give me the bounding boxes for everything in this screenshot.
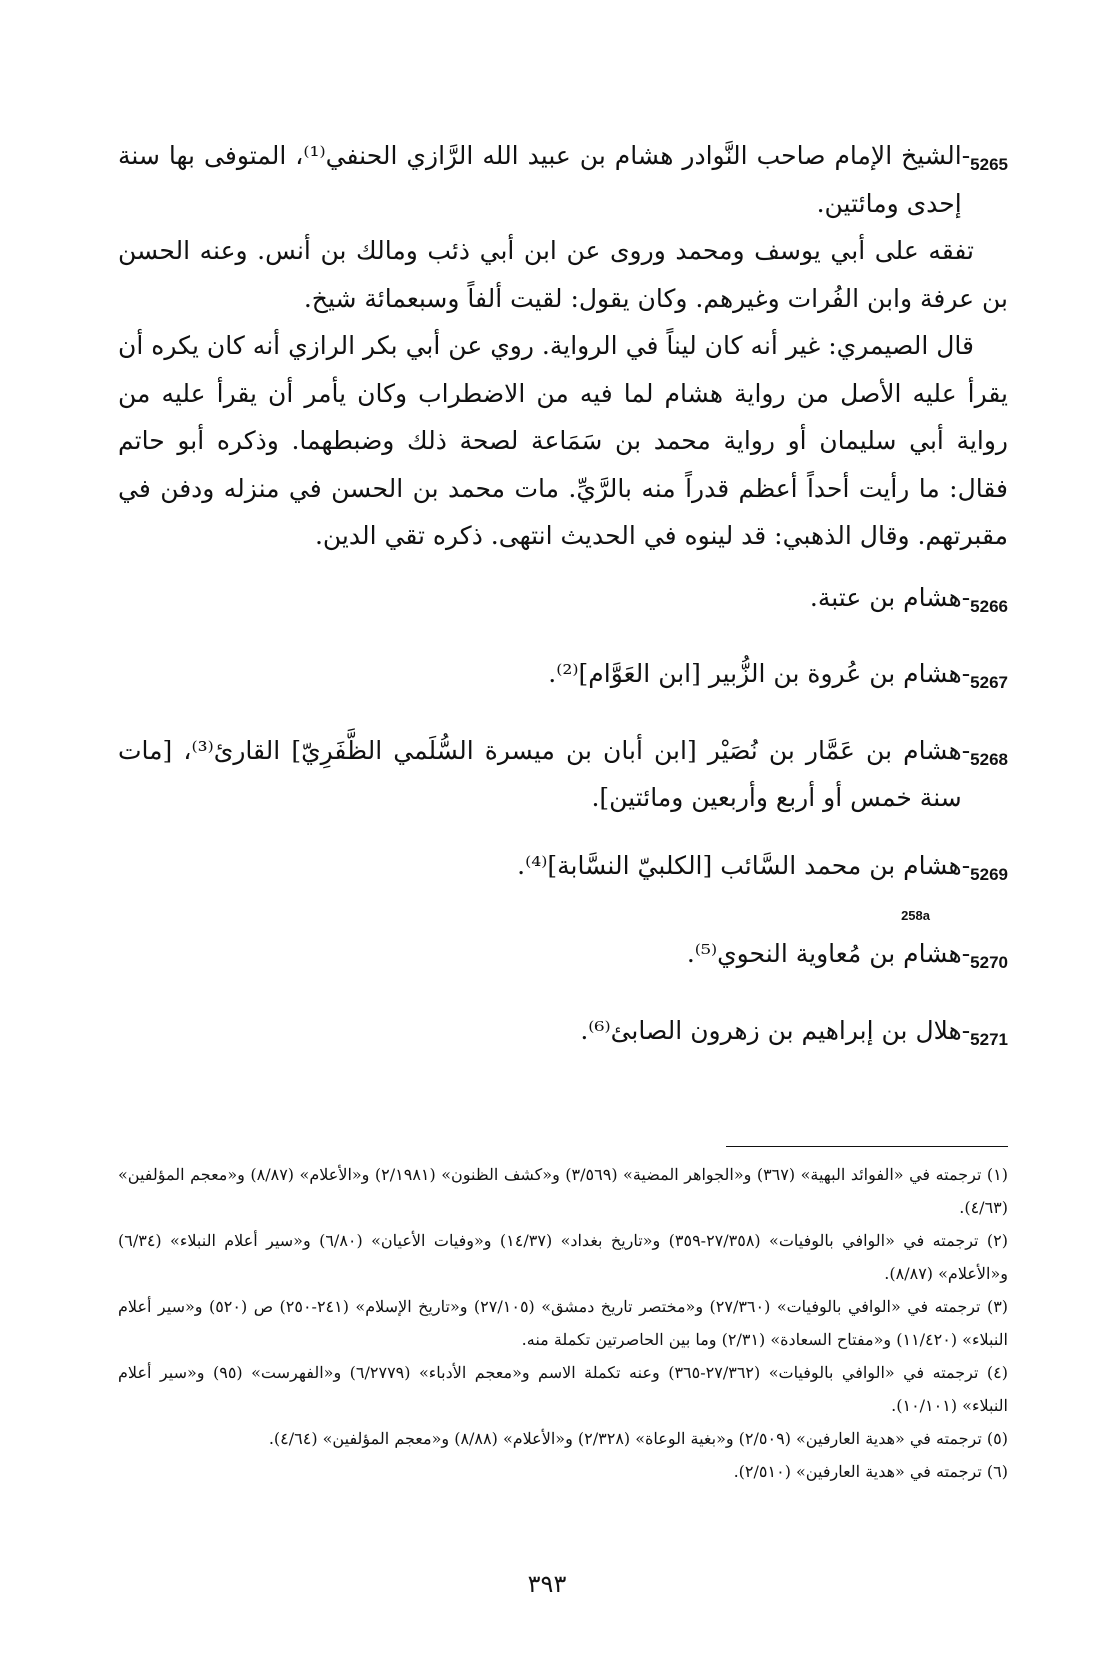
footnote: (٣) ترجمته في «الوافي بالوفيات» (٢٧/٣٦٠) و«مختصر تاريخ دمشق» (٢٧/١٠٥) و«تاريخ الإسلام» (٢٤١-٢٥٠) ص (٥٢٠) و«سير أعلام النبلاء» (١١/٤٢٠) و«مفتاح السعادة» (٢/٣١) وما بين الحاصرتين تكملة منه. (118, 1297, 1009, 1349)
footnotes (118, 1158, 1008, 1488)
folio-marker: 258a (901, 908, 930, 923)
entry-text: هشام بن عتبة. (809, 582, 962, 612)
entry-5271: 5271 - هلال بن إبراهيم بن زهرون الصابئ⁽⁶⁾. (118, 1007, 1008, 1064)
paragraph: تفقه على أبي يوسف ومحمد وروى عن ابن أبي ذئب ومالك بن أنس. وعنه الحسن بن عرفة وابن الفُرات وغيرهم. وكان يقول: لقيت ألفاً وسبعمائة شيخ. (118, 236, 1008, 313)
entry-number: 5266 (970, 596, 1008, 616)
entry-number: 5267 (970, 673, 1008, 692)
entry-5270: 5270 - هشام بن مُعاوية النحوي⁽⁵⁾. (118, 930, 1008, 987)
page-number: ٣٩٣ (527, 1570, 567, 1598)
entry-text: هشام بن محمد السَّائب [الكلبيّ النسَّابة]⁽⁴⁾. (517, 850, 962, 880)
entry-number: 5271 (970, 1029, 1008, 1049)
entry-5269: 5269 - هشام بن محمد السَّائب [الكلبيّ النسَّابة]⁽⁴⁾. (118, 842, 1008, 899)
entry-5267: 5267 - هشام بن عُروة بن الزُّبير [ابن العَوَّام]⁽²⁾. (118, 650, 1008, 707)
entry-5268: 5268 - هشام بن عَمَّار بن نُصَيْر [ابن أبان بن ميسرة السُّلَمي الظَّفَرِيّ] القارئ⁽³⁾، [مات سنة خمس أو أربع وأربعين ومائتين]. (118, 727, 1008, 822)
entry-text: هشام بن عُروة بن الزُّبير [ابن العَوَّام]⁽²⁾. (548, 659, 962, 688)
footnote: (٦) ترجمته في «هدية العارفين» (٢/٥١٠). (733, 1462, 1008, 1481)
entry-number: 5269 (970, 864, 1008, 884)
entry-text: الشيخ الإمام صاحب النَّوادر هشام بن عبيد الله الرَّازي الحنفي⁽¹⁾، المتوفى بها سنة إحدى ومائتين. (118, 141, 962, 218)
footnote-divider (726, 1146, 1008, 1147)
paragraph: قال الصيمري: غير أنه كان ليناً في الرواية. روي عن أبي بكر الرازي أنه كان يكره أن يقرأ عليه الأصل من رواية هشام لما فيه من الاضطراب وكان يأمر أن يقرأ عليه من رواية أبي سليمان أو رواية محمد بن سَمَاعة لصحة ذلك وضبطهما. وذكره أبو حاتم فقال: ما رأيت أحداً أعظم قدراً منه بالرَّيِّ. مات محمد بن الحسن في منزله ودفن في مقبرتهم. وقال الذهبي: قد لينوه في الحديث انتهى. ذكره تقي الدين. (118, 331, 1008, 550)
footnote: (٥) ترجمته في «هدية العارفين» (٢/٥٠٩) و«بغية الوعاة» (٢/٣٢٨) و«الأعلام» (٨/٨٨) و«معجم المؤلفين» (٤/٦٤). (268, 1429, 1008, 1448)
entry-number: 5270 (970, 953, 1008, 972)
entry-number: 5268 (970, 749, 1008, 769)
entry-number: 5265 (970, 155, 1008, 174)
footnote: (١) ترجمته في «الفوائد البهية» (٣٦٧) و«الجواهر المضية» (٣/٥٦٩) و«كشف الظنون» (٢/١٩٨١) و«الأعلام» (٨/٨٧) و«معجم المؤلفين» (٤/٦٣). (118, 1165, 1008, 1217)
entry-text: هشام بن مُعاوية النحوي⁽⁵⁾. (686, 939, 962, 968)
main-text (118, 132, 1008, 1063)
entry-text: هشام بن عَمَّار بن نُصَيْر [ابن أبان بن ميسرة السُّلَمي الظَّفَرِيّ] القارئ⁽³⁾، [مات سنة خمس أو أربع وأربعين ومائتين]. (118, 735, 962, 812)
entry-text: هلال بن إبراهيم بن زهرون الصابئ⁽⁶⁾. (580, 1015, 962, 1045)
entry-5265: 5265 - الشيخ الإمام صاحب النَّوادر هشام بن عبيد الله الرَّازي الحنفي⁽¹⁾، المتوفى بها سنة إحدى ومائتين. (118, 132, 1008, 227)
entry-5266: 5266 - هشام بن عتبة. (118, 574, 1008, 631)
footnote: (٢) ترجمته في «الوافي بالوفيات» (٢٧/٣٥٨-٣٥٩) و«تاريخ بغداد» (١٤/٣٧) و«وفيات الأعيان» (٦/٨٠) و«سير أعلام النبلاء» (٦/٣٤) و«الأعلام» (٨/٨٧). (118, 1231, 1008, 1283)
footnote: (٤) ترجمته في «الوافي بالوفيات» (٢٧/٣٦٢-٣٦٥) وعنه تكملة الاسم و«معجم الأدباء» (٦/٢٧٧٩) و«الفهرست» (٩٥) و«سير أعلام النبلاء» (١٠/١٠١). (118, 1363, 1009, 1415)
